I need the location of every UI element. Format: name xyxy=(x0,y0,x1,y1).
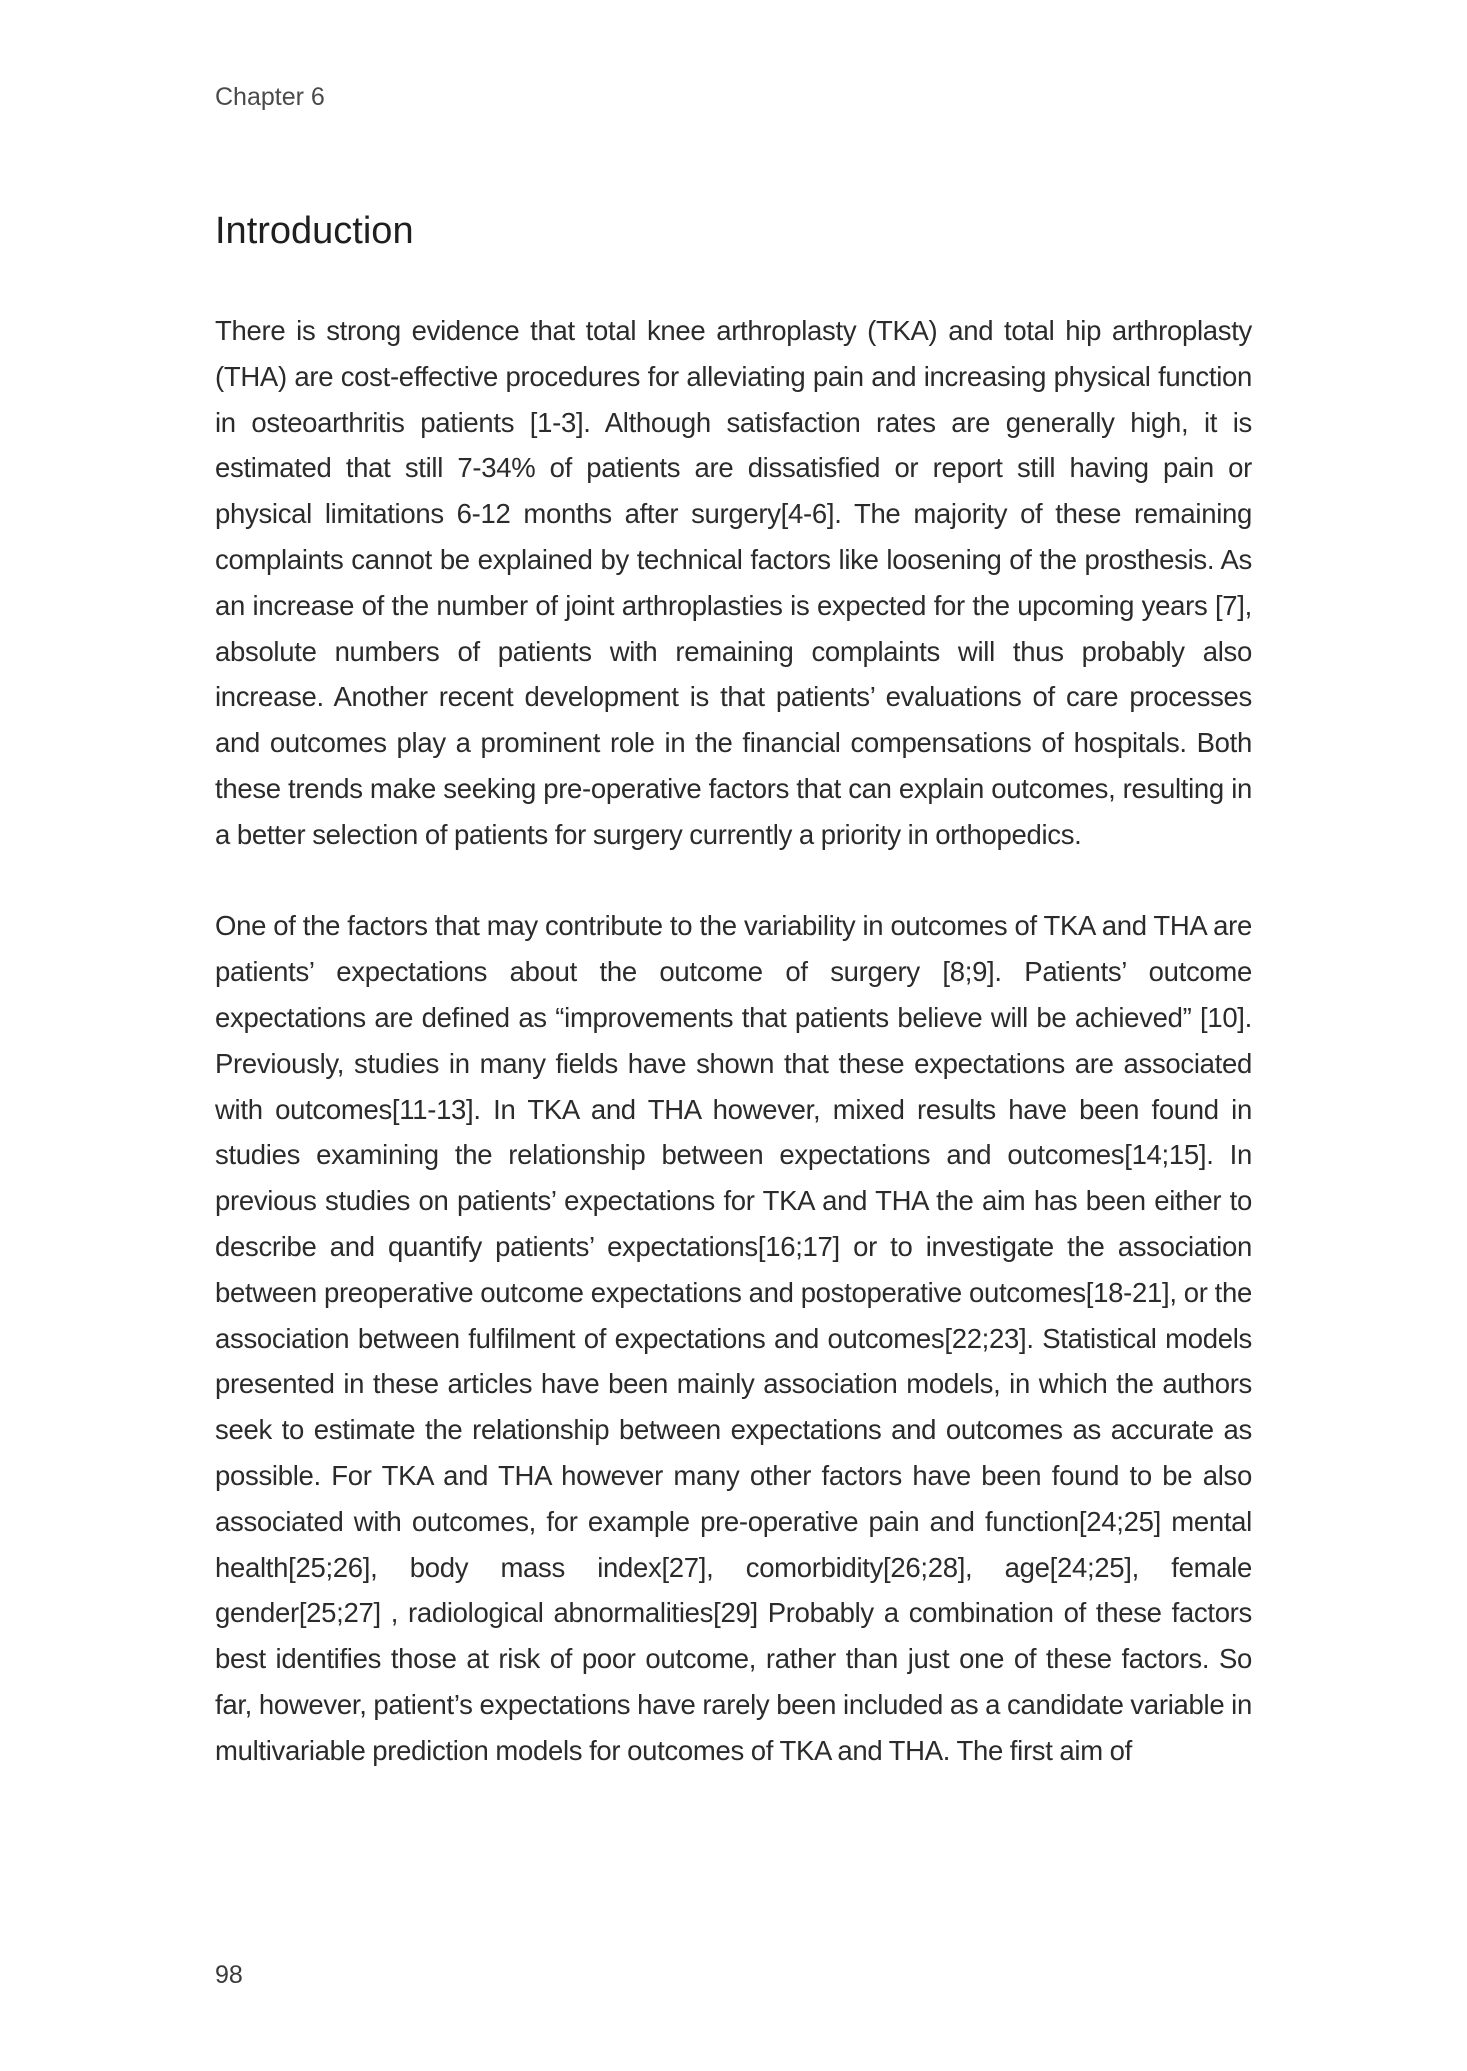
section-title: Introduction xyxy=(215,210,414,252)
body-text xyxy=(215,308,1252,1774)
page-number: 98 xyxy=(215,1961,243,1989)
paragraph: There is strong evidence that total knee arthroplasty (TKA) and total hip arthroplasty (THA) are cost-effective procedures for alleviating pain and increasing physical function in osteoarthritis patients [1-3]. Although satisfaction rates are generally high, it is estimated that still 7-34% of patients are dissatisfied or report still having pain or physical limitations 6-12 months after surgery[4-6]. The majority of these remaining complaints cannot be explained by technical factors like loosening of the prosthesis. As an increase of the number of joint arthroplasties is expected for the upcoming years [7], absolute numbers of patients with remaining complaints will thus probably also increase. Another recent development is that patients’ evaluations of care processes and outcomes play a prominent role in the financial compensations of hospitals. Both these trends make seeking pre-operative factors that can explain outcomes, resulting in a better selection of patients for surgery currently a priority in orthopedics. xyxy=(215,315,1252,850)
running-head: Chapter 6 xyxy=(215,83,325,111)
paragraph: One of the factors that may contribute to the variability in outcomes of TKA and THA are patients’ expectations about the outcome of surgery [8;9]. Patients’ outcome expectations are defined as “improvements that patients believe will be achieved” [10]. Previously, studies in many fields have shown that these expectations are associated with outcomes[11-13]. In TKA and THA however, mixed results have been found in studies examining the relationship between expectations and outcomes[14;15]. In previous studies on patients’ expectations for TKA and THA the aim has been either to describe and quantify patients’ expectations[16;17] or to investigate the association between preoperative outcome expectations and postoperative outcomes[18-21], or the association between fulfilment of expectations and outcomes[22;23]. Statistical models presented in these articles have been mainly association models, in which the authors seek to estimate the relationship between expectations and outcomes as accurate as possible. For TKA and THA however many other factors have been found to be also associated with outcomes, for example pre-operative pain and function[24;25] mental health[25;26], body mass index[27], comorbidity[26;28], age[24;25], female gender[25;27] , radiological abnormalities[29] Probably a combination of these factors best identifies those at risk of poor outcome, rather than just one of these factors. So far, however, patient’s expectations have rarely been included as a candidate variable in multivariable prediction models for outcomes of TKA and THA. The first aim of xyxy=(215,910,1252,1766)
